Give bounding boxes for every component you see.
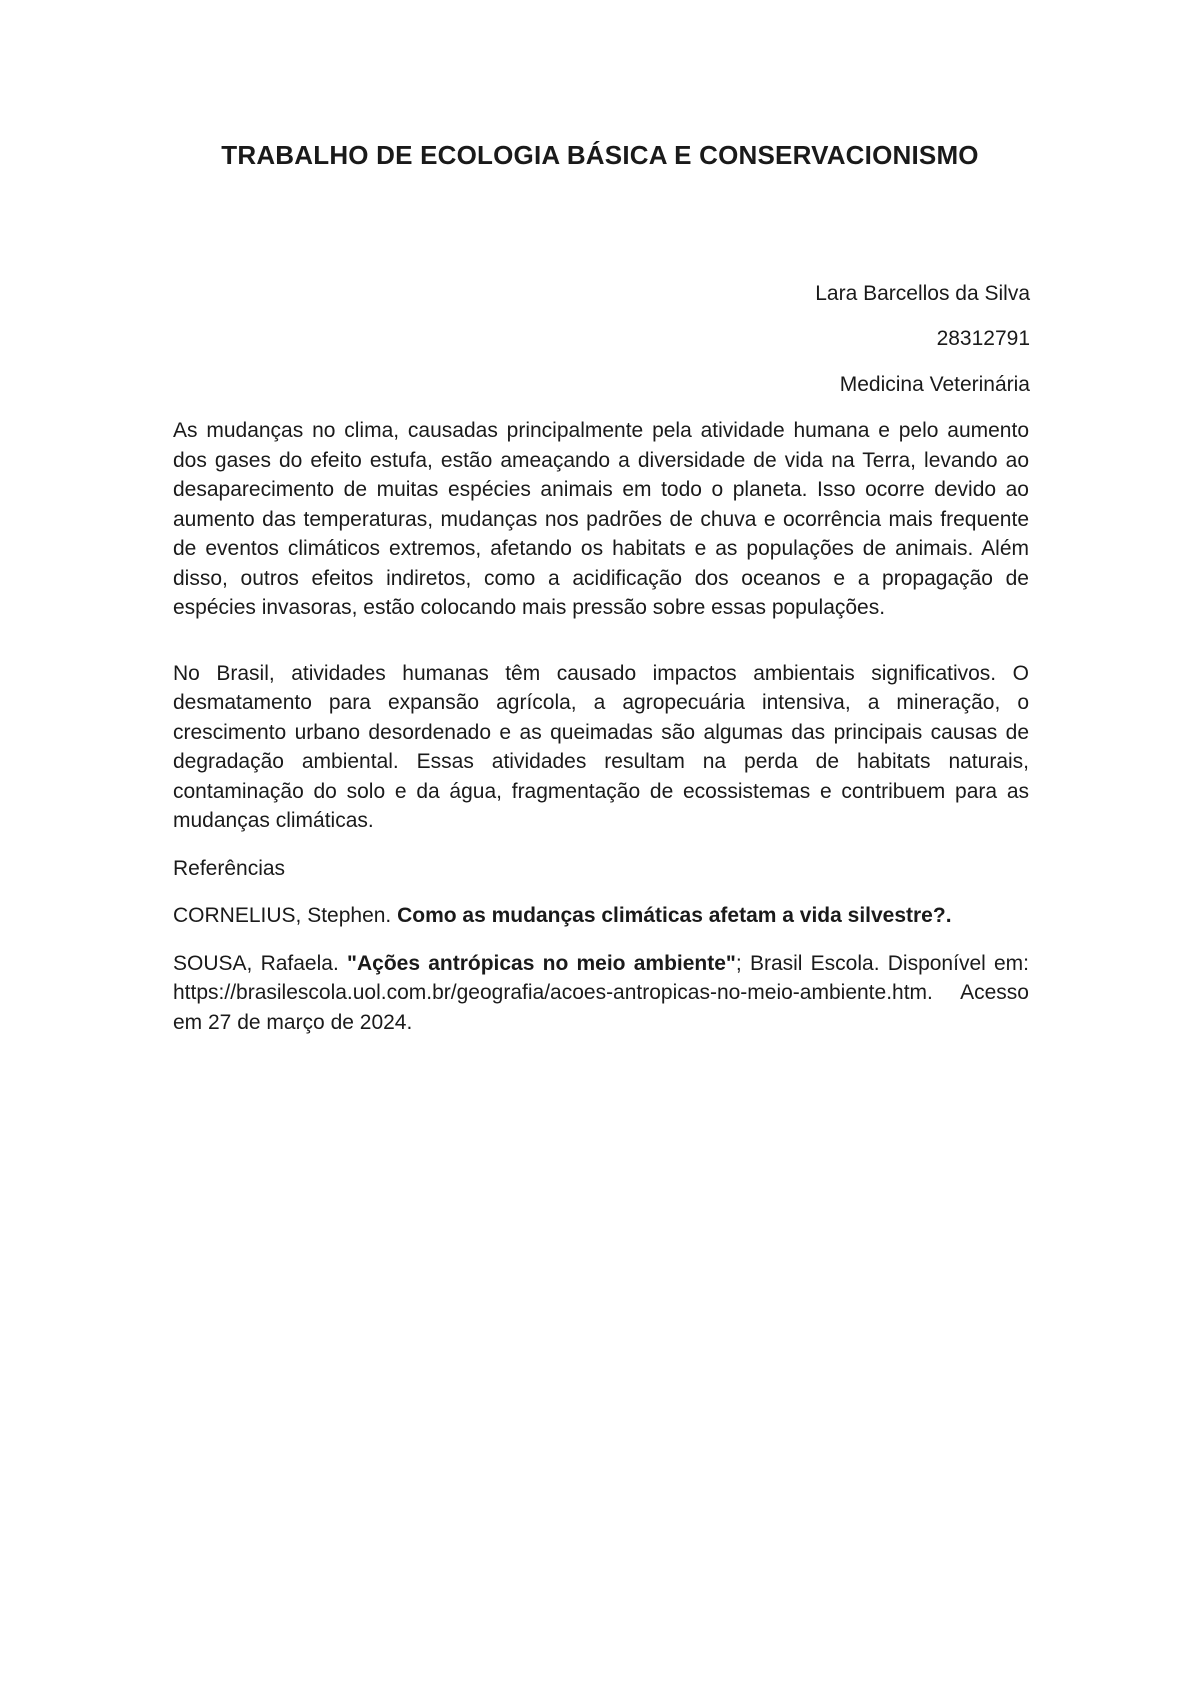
- author-name: Lara Barcellos da Silva: [815, 282, 1030, 305]
- reference-author: CORNELIUS, Stephen.: [173, 904, 398, 927]
- paragraph-climate-change: As mudanças no clima, causadas principalmente pela atividade humana e pelo aumento dos gases do efeito estufa, estão ameaçando a diversidade de vida na Terra, levando ao desaparecimento de muitas espécies animais em todo o planeta. Isso ocorre devido ao aumento das temperaturas, mudanças nos padrões de chuva e ocorrência mais frequente de eventos climáticos extremos, afetando os habitats e as populações de animais. Além disso, outros efeitos indiretos, como a acidificação dos oceanos e a propagação de espécies invasoras, estão colocando mais pressão sobre essas populações.: [173, 419, 1029, 619]
- reference-author: SOUSA, Rafaela.: [173, 951, 348, 975]
- reference-title: Como as mudanças climáticas afetam a vida silvestre?.: [397, 904, 952, 927]
- reference-title: "Ações antrópicas no meio ambiente": [347, 951, 736, 975]
- course-name: Medicina Veterinária: [839, 372, 1030, 396]
- student-id: 28312791: [936, 327, 1030, 351]
- reference-item: [173, 901, 1029, 931]
- paragraph-brazil-impacts: No Brasil, atividades humanas têm causado impactos ambientais significativos. O desmatamento para expansão agrícola, a agropecuária intensiva, a mineração, o crescimento urbano desordenado e as queimadas são algumas das principais causas de degradação ambiental. Essas atividades resultam na perda de habitats naturais, contaminação do solo e da água, fragmentação de ecossistemas e contribuem para as mudanças climáticas.: [173, 661, 1029, 832]
- references-heading: Referências: [173, 856, 286, 880]
- author-block: [815, 280, 1030, 416]
- document-title: TRABALHO DE ECOLOGIA BÁSICA E CONSERVACIONISMO: [221, 140, 979, 170]
- document-body: [173, 416, 1029, 1037]
- reference-item: [173, 949, 1029, 1038]
- reference-details: ; Brasil Escola. Disponível em: https://brasilescola.uol.com.br/geografia/acoes-antropicas-no-meio-ambiente.htm. Acesso em 27 de março de 2024.: [173, 951, 1030, 1034]
